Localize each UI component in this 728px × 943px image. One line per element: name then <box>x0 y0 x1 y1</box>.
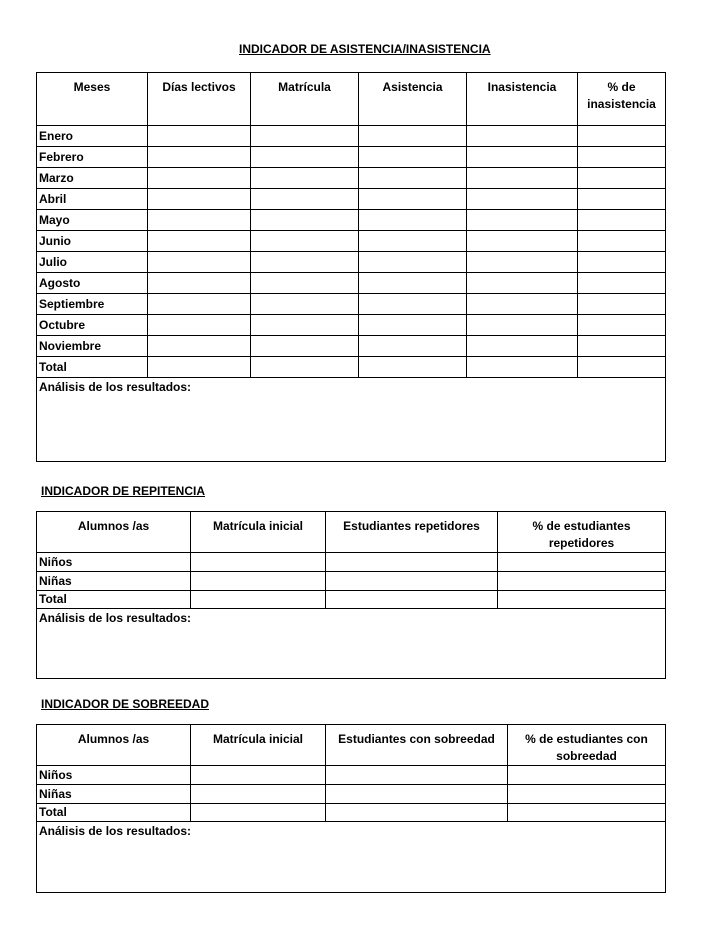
sobreedad-title: INDICADOR DE SOBREEDAD <box>41 697 210 711</box>
row-label: Abril <box>37 189 148 210</box>
column-header-inasistencia: Inasistencia <box>467 73 578 126</box>
table-row <box>37 572 666 591</box>
table-cell[interactable] <box>148 294 251 315</box>
table-cell[interactable] <box>578 168 666 189</box>
column-header-meses: Meses <box>37 73 148 126</box>
column-header-asistencia: Asistencia <box>359 73 467 126</box>
table-cell[interactable] <box>148 210 251 231</box>
table-cell[interactable] <box>251 294 359 315</box>
table-cell[interactable] <box>191 553 326 572</box>
table-cell[interactable] <box>251 357 359 378</box>
table-cell[interactable] <box>191 785 326 804</box>
table-row <box>37 210 666 231</box>
row-label: Enero <box>37 126 148 147</box>
table-row-total <box>37 804 666 822</box>
row-label: Julio <box>37 252 148 273</box>
sobreedad-table <box>36 724 666 893</box>
table-cell[interactable] <box>467 252 578 273</box>
column-header-matricula-inicial: Matrícula inicial <box>191 512 326 553</box>
table-cell[interactable] <box>467 210 578 231</box>
column-header-alumnos: Alumnos /as <box>37 512 191 553</box>
column-header-matricula-inicial: Matrícula inicial <box>191 725 326 766</box>
column-header-dias-lectivos: Días lectivos <box>148 73 251 126</box>
row-label: Total <box>37 591 191 609</box>
table-cell[interactable] <box>251 147 359 168</box>
analysis-label: Análisis de los resultados: <box>39 380 192 394</box>
table-cell[interactable] <box>251 336 359 357</box>
row-label: Niños <box>37 766 191 785</box>
table-cell[interactable] <box>148 252 251 273</box>
table-cell[interactable] <box>578 126 666 147</box>
table-cell[interactable] <box>326 591 498 609</box>
table-cell[interactable] <box>359 147 467 168</box>
table-row <box>37 168 666 189</box>
table-cell[interactable] <box>251 273 359 294</box>
table-cell[interactable] <box>191 766 326 785</box>
table-cell[interactable] <box>498 591 666 609</box>
row-label: Niñas <box>37 572 191 591</box>
analysis-row <box>37 609 666 679</box>
table-cell[interactable] <box>251 210 359 231</box>
table-cell[interactable] <box>251 231 359 252</box>
table-cell[interactable] <box>359 168 467 189</box>
row-label: Niñas <box>37 785 191 804</box>
analysis-label: Análisis de los resultados: <box>39 824 192 838</box>
table-cell[interactable] <box>467 294 578 315</box>
analysis-field[interactable] <box>37 378 666 462</box>
row-label: Junio <box>37 231 148 252</box>
column-header-porcentaje-inasistencia: % de inasistencia <box>578 73 666 126</box>
column-header-matricula: Matrícula <box>251 73 359 126</box>
analysis-row <box>37 822 666 893</box>
table-cell[interactable] <box>578 252 666 273</box>
table-cell[interactable] <box>359 126 467 147</box>
table-cell[interactable] <box>578 336 666 357</box>
table-cell[interactable] <box>191 572 326 591</box>
table-cell[interactable] <box>148 126 251 147</box>
table-cell[interactable] <box>148 189 251 210</box>
table-header-row <box>37 73 666 126</box>
table-cell[interactable] <box>578 294 666 315</box>
table-row <box>37 147 666 168</box>
table-row <box>37 294 666 315</box>
table-cell[interactable] <box>251 315 359 336</box>
table-cell[interactable] <box>467 147 578 168</box>
table-cell[interactable] <box>578 147 666 168</box>
table-cell[interactable] <box>359 231 467 252</box>
table-cell[interactable] <box>326 785 508 804</box>
table-cell[interactable] <box>359 210 467 231</box>
column-header-porcentaje-sobreedad: % de estudiantes con sobreedad <box>508 725 666 766</box>
column-header-estudiantes-repetidores: Estudiantes repetidores <box>326 512 498 553</box>
repitencia-title: INDICADOR DE REPITENCIA <box>41 484 206 498</box>
row-label: Septiembre <box>37 294 148 315</box>
row-label: Niños <box>37 553 191 572</box>
table-header-row <box>37 725 666 766</box>
table-row <box>37 252 666 273</box>
table-header-row <box>37 512 666 553</box>
table-cell[interactable] <box>326 572 498 591</box>
table-cell[interactable] <box>498 572 666 591</box>
table-cell[interactable] <box>191 591 326 609</box>
table-row <box>37 315 666 336</box>
table-cell[interactable] <box>251 189 359 210</box>
table-cell[interactable] <box>508 804 666 822</box>
table-cell[interactable] <box>578 210 666 231</box>
row-label: Agosto <box>37 273 148 294</box>
analysis-row <box>37 378 666 462</box>
row-label: Total <box>37 357 148 378</box>
table-cell[interactable] <box>148 315 251 336</box>
table-cell[interactable] <box>359 336 467 357</box>
table-cell[interactable] <box>326 766 508 785</box>
table-cell[interactable] <box>359 252 467 273</box>
table-row <box>37 785 666 804</box>
table-cell[interactable] <box>191 804 326 822</box>
table-cell[interactable] <box>148 336 251 357</box>
table-row <box>37 126 666 147</box>
table-cell[interactable] <box>359 189 467 210</box>
table-cell[interactable] <box>467 336 578 357</box>
table-cell[interactable] <box>251 168 359 189</box>
table-row <box>37 336 666 357</box>
table-cell[interactable] <box>467 315 578 336</box>
table-cell[interactable] <box>359 357 467 378</box>
table-row <box>37 766 666 785</box>
table-cell[interactable] <box>578 273 666 294</box>
table-cell[interactable] <box>578 315 666 336</box>
table-cell[interactable] <box>148 168 251 189</box>
table-cell[interactable] <box>467 273 578 294</box>
row-label: Mayo <box>37 210 148 231</box>
column-header-alumnos: Alumnos /as <box>37 725 191 766</box>
table-cell[interactable] <box>467 168 578 189</box>
row-label: Noviembre <box>37 336 148 357</box>
table-cell[interactable] <box>148 231 251 252</box>
table-row-total <box>37 591 666 609</box>
table-cell[interactable] <box>578 357 666 378</box>
table-row-total <box>37 357 666 378</box>
table-cell[interactable] <box>467 126 578 147</box>
asistencia-title: INDICADOR DE ASISTENCIA/INASISTENCIA <box>239 42 491 56</box>
repitencia-table <box>36 511 666 679</box>
table-cell[interactable] <box>508 785 666 804</box>
column-header-estudiantes-sobreedad: Estudiantes con sobreedad <box>326 725 508 766</box>
table-cell[interactable] <box>359 294 467 315</box>
table-cell[interactable] <box>578 189 666 210</box>
table-cell[interactable] <box>498 553 666 572</box>
table-cell[interactable] <box>251 126 359 147</box>
table-cell[interactable] <box>359 315 467 336</box>
analysis-label: Análisis de los resultados: <box>39 611 192 625</box>
asistencia-table <box>36 72 666 462</box>
table-cell[interactable] <box>467 357 578 378</box>
table-row <box>37 189 666 210</box>
analysis-field[interactable] <box>37 822 666 893</box>
table-cell[interactable] <box>148 273 251 294</box>
table-cell[interactable] <box>359 273 467 294</box>
table-cell[interactable] <box>578 231 666 252</box>
table-cell[interactable] <box>148 357 251 378</box>
table-cell[interactable] <box>148 147 251 168</box>
column-header-porcentaje-repetidores: % de estudiantes repetidores <box>498 512 666 553</box>
table-cell[interactable] <box>326 804 508 822</box>
table-cell[interactable] <box>326 553 498 572</box>
table-cell[interactable] <box>467 231 578 252</box>
row-label: Total <box>37 804 191 822</box>
table-cell[interactable] <box>508 766 666 785</box>
table-row <box>37 553 666 572</box>
row-label: Febrero <box>37 147 148 168</box>
analysis-field[interactable] <box>37 609 666 679</box>
table-row <box>37 231 666 252</box>
table-cell[interactable] <box>467 189 578 210</box>
row-label: Marzo <box>37 168 148 189</box>
table-row <box>37 273 666 294</box>
table-cell[interactable] <box>251 252 359 273</box>
row-label: Octubre <box>37 315 148 336</box>
